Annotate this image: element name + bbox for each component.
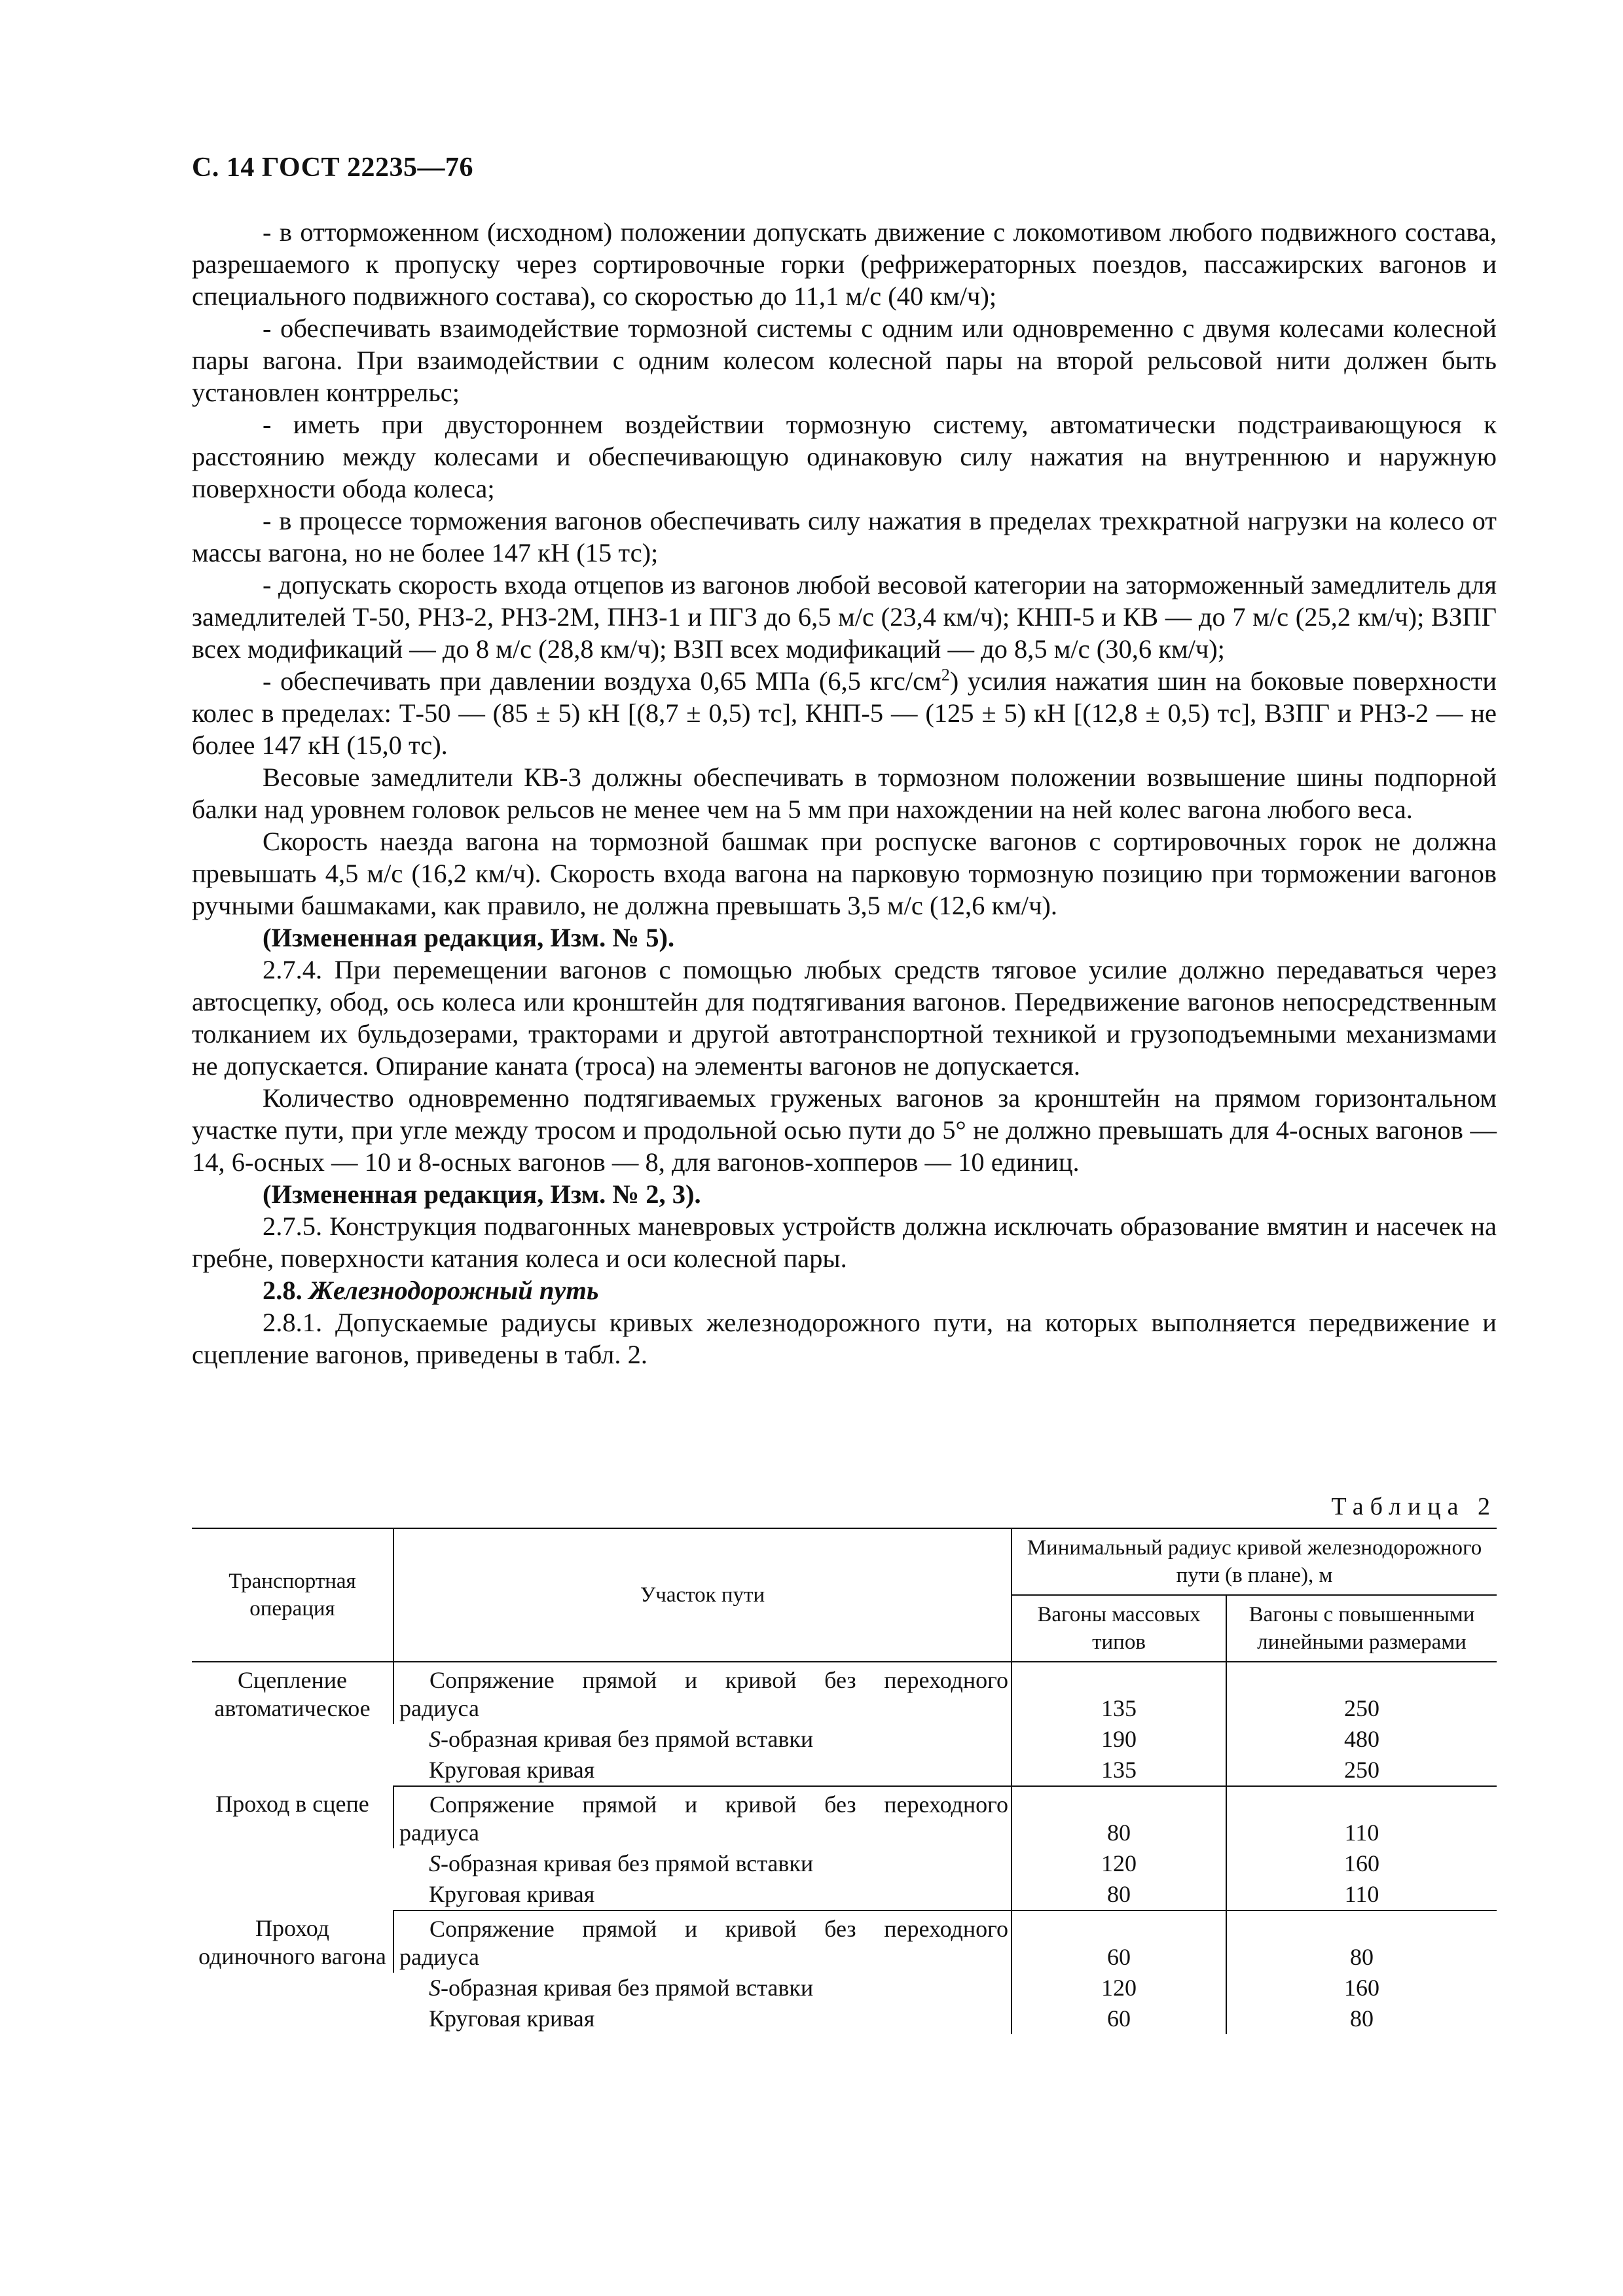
section-cell: S-образная кривая без прямой вставки bbox=[429, 1850, 814, 1876]
table-row bbox=[192, 1786, 1497, 1848]
paragraph: - иметь при двустороннем воздействии тормозную систему, автоматически подстраивающуюся к расстоянию между колесами и обеспечивающую одинаковую силу нажатия на внутреннюю и наружную поверхности обода колеса; bbox=[192, 410, 1497, 503]
superscript: 2 bbox=[941, 665, 950, 685]
section-cell: Сопряжение прямой и кривой без переходного радиуса bbox=[393, 1662, 1012, 1724]
extended-cell: 110 bbox=[1226, 1879, 1497, 1910]
header-operation: Транспортная операция bbox=[192, 1528, 393, 1662]
table-caption: Таблица 2 bbox=[1331, 1493, 1497, 1520]
extended-cell: 160 bbox=[1226, 1973, 1497, 2003]
amendment-note: (Измененная редакция, Изм. № 5). bbox=[263, 923, 675, 952]
paragraph: - допускать скорость входа отцепов из вагонов любой весовой категории на заторможенный замедлитель для замедлителей Т-50, РНЗ-2, РНЗ-2М, ПНЗ-1 и ПГЗ до 6,5 м/с (23,4 км/ч); КНП-5 и КВ — до 7 м/с (25,2 км/ч); ВЗПГ всех модификаций — до 8 м/с (28,8 км/ч); ВЗП всех модификаций — до 8,5 м/с (30,6 км/ч); bbox=[192, 570, 1497, 664]
mass-cell: 120 bbox=[1012, 1973, 1226, 2003]
operation-cell: Проход одиночного вагона bbox=[198, 1915, 386, 1969]
mass-cell: 80 bbox=[1012, 1786, 1226, 1848]
paragraph: Количество одновременно подтягиваемых груженых вагонов за кронштейн на прямом горизонтальном участке пути, при угле между тросом и продольной осью пути до 5° не должно превышать для 4-осных вагонов — 14, 6-осных — 10 и 8-осных вагонов — 8, для вагонов-хопперов — 10 единиц. bbox=[192, 1083, 1497, 1177]
page-header: С. 14 ГОСТ 22235—76 bbox=[192, 152, 474, 183]
paragraph-text: ) усилия нажатия шин на боковые поверхности колес в пределах: Т-50 — (85 ± 5) кН [(8,7 ± 0,5) тс], КНП-5 — (125 ± 5) кН [(12,8 ± 0,5) тс], ВЗПГ и РНЗ-2 — не более 147 кН (15,0 тс). bbox=[192, 666, 1497, 760]
section-cell: Сопряжение прямой и кривой без переходного радиуса bbox=[393, 1910, 1012, 1973]
paragraph: - обеспечивать взаимодействие тормозной системы с одним или одновременно с двумя колесами колесной пары вагона. При взаимодействии с одним колесом колесной пары на второй рельсовой нити должен быть установлен контррельс; bbox=[192, 314, 1497, 407]
extended-cell: 250 bbox=[1226, 1662, 1497, 1724]
extended-cell: 160 bbox=[1226, 1848, 1497, 1879]
paragraph: 2.7.5. Конструкция подвагонных маневровых устройств должна исключать образование вмятин и насечек на гребне, поверхности катания колеса и оси колесной пары. bbox=[192, 1211, 1497, 1273]
section-cell: S-образная кривая без прямой вставки bbox=[429, 1726, 814, 1752]
paragraph: Весовые замедлители КВ-3 должны обеспечивать в тормозном положении возвышение шины подпорной балки над уровнем головок рельсов не менее чем на 5 мм при нахождении на ней колес вагона любого веса. bbox=[192, 762, 1497, 824]
header-mass-types: Вагоны массовых типов bbox=[1012, 1595, 1226, 1662]
mass-cell: 80 bbox=[1012, 1879, 1226, 1910]
extended-cell: 250 bbox=[1226, 1755, 1497, 1786]
paragraph: 2.7.4. При перемещении вагонов с помощью любых средств тяговое усилие должно передаваться через автосцепку, обод, ось колеса или кронштейн для подтягивания вагонов. Передвижение вагонов непосредственным толканием их бульдозерами, тракторами и другой автотранспортной техникой и грузоподъемными механизмами не допускается. Опирание каната (троса) на элементы вагонов не допускается. bbox=[192, 955, 1497, 1081]
mass-cell: 190 bbox=[1012, 1724, 1226, 1755]
radius-table bbox=[192, 1528, 1497, 2034]
header-section: Участок пути bbox=[393, 1528, 1012, 1662]
extended-cell: 80 bbox=[1226, 1910, 1497, 1973]
paragraph: - в отторможенном (исходном) положении допускать движение с локомотивом любого подвижного состава, разрешаемого к пропуску через сортировочные горки (рефрижераторных поездов, пассажирских вагонов и специального подвижного состава), со скоростью до 11,1 м/с (40 км/ч); bbox=[192, 217, 1497, 311]
mass-cell: 60 bbox=[1012, 1910, 1226, 1973]
section-cell: S-образная кривая без прямой вставки bbox=[429, 1975, 814, 2001]
section-title: Железнодорожный путь bbox=[308, 1276, 599, 1305]
section-cell: Сопряжение прямой и кривой без переходного радиуса bbox=[393, 1786, 1012, 1848]
mass-cell: 135 bbox=[1012, 1662, 1226, 1724]
operation-cell: Проход в сцепе bbox=[215, 1791, 369, 1817]
mass-cell: 135 bbox=[1012, 1755, 1226, 1786]
header-extended-size: Вагоны с повышенными линейными размерами bbox=[1226, 1595, 1497, 1662]
section-heading bbox=[192, 1274, 1497, 1306]
amendment-note: (Измененная редакция, Изм. № 2, 3). bbox=[263, 1179, 701, 1209]
header-min-radius: Минимальный радиус кривой железнодорожного пути (в плане), м bbox=[1012, 1528, 1497, 1595]
section-cell: Круговая кривая bbox=[393, 1755, 1012, 1786]
paragraph bbox=[192, 665, 1497, 761]
paragraph: Скорость наезда вагона на тормозной башмак при роспуске вагонов с сортировочных горок не должна превышать 4,5 м/с (16,2 км/ч). Скорость входа вагона на парковую тормозную позицию при торможении вагонов ручными башмаками, как правило, не должна превышать 3,5 м/с (12,6 км/ч). bbox=[192, 827, 1497, 920]
operation-cell: Сцепление автоматическое bbox=[214, 1667, 371, 1721]
table-row bbox=[192, 1910, 1497, 1973]
body-text bbox=[192, 216, 1497, 1371]
paragraph-text: - обеспечивать при давлении воздуха 0,65 МПа (6,5 кгс/см bbox=[263, 666, 941, 696]
section-cell: Круговая кривая bbox=[393, 1879, 1012, 1910]
paragraph: 2.8.1. Допускаемые радиусы кривых железнодорожного пути, на которых выполняется передвижение и сцепление вагонов, приведены в табл. 2. bbox=[192, 1308, 1497, 1369]
table-row bbox=[192, 1662, 1497, 1724]
paragraph: - в процессе торможения вагонов обеспечивать силу нажатия в пределах трехкратной нагрузки на колесо от массы вагона, но не более 147 кН (15 тс); bbox=[192, 506, 1497, 567]
extended-cell: 80 bbox=[1226, 2003, 1497, 2034]
mass-cell: 120 bbox=[1012, 1848, 1226, 1879]
section-cell: Круговая кривая bbox=[429, 2005, 595, 2032]
extended-cell: 110 bbox=[1226, 1786, 1497, 1848]
extended-cell: 480 bbox=[1226, 1724, 1497, 1755]
section-number: 2.8. bbox=[263, 1276, 302, 1305]
mass-cell: 60 bbox=[1012, 2003, 1226, 2034]
